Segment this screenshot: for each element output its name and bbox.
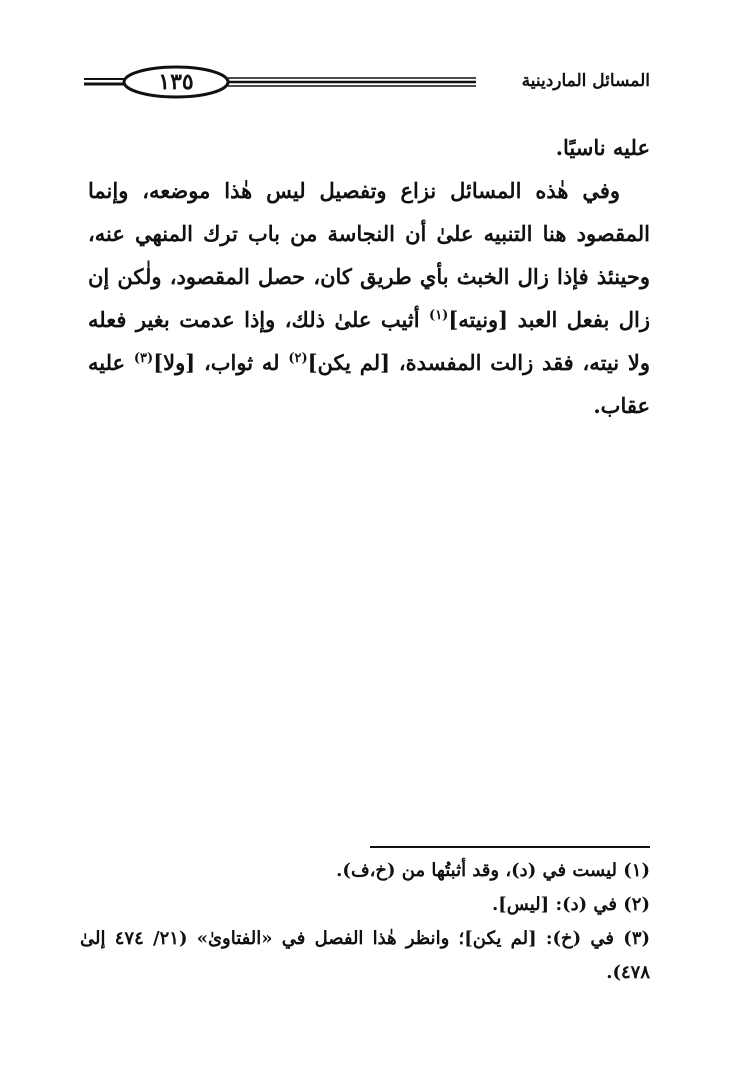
footnotes: [80, 854, 650, 990]
running-title: المسائل الماردينية: [476, 66, 650, 96]
footnote-ref: (٣): [133, 351, 154, 366]
text-run: وفي هٰذه المسائل نزاع وتفصيل ليس هٰذا موضعه، وإنما المقصود هنا التنبيه علىٰ أن النجاسة من باب ترك المنهي عنه، وحينئذ فإذا زال الخبث بأي طريق كان، حصل المقصود، ولٰكن إن زال بفعل العبد [ونيته]: [88, 178, 650, 332]
text-run: أثيب علىٰ ذلك، وإذا عدمت بغير فعله ولا نيته، فقد زالت المفسدة، [لم يكن]: [88, 307, 651, 375]
text-run: عليه عقاب.: [88, 350, 650, 418]
page-number: ١٣٥: [158, 69, 194, 95]
footnote: (٢) في (د): [ليس].: [492, 894, 650, 915]
footnote: (١) ليست في (د)، وقد أثبتُها من (خ،ف).: [336, 860, 650, 881]
paragraph: عليه ناسيًا.: [555, 135, 650, 160]
paragraph: [88, 169, 650, 427]
text-run: له ثواب، [ولا]: [153, 350, 289, 375]
page-header: [84, 62, 650, 102]
footnote-ref: (٢): [288, 351, 308, 366]
footnote-ref: (١): [429, 308, 449, 323]
footnote-separator: [370, 846, 650, 848]
main-text: [88, 126, 650, 427]
footnote: (٣) في (خ): [لم يكن]؛ وانظر هٰذا الفصل في «الفتاوىٰ» (٢١/ ٤٧٤ إلىٰ ٤٧٨).: [80, 928, 651, 983]
